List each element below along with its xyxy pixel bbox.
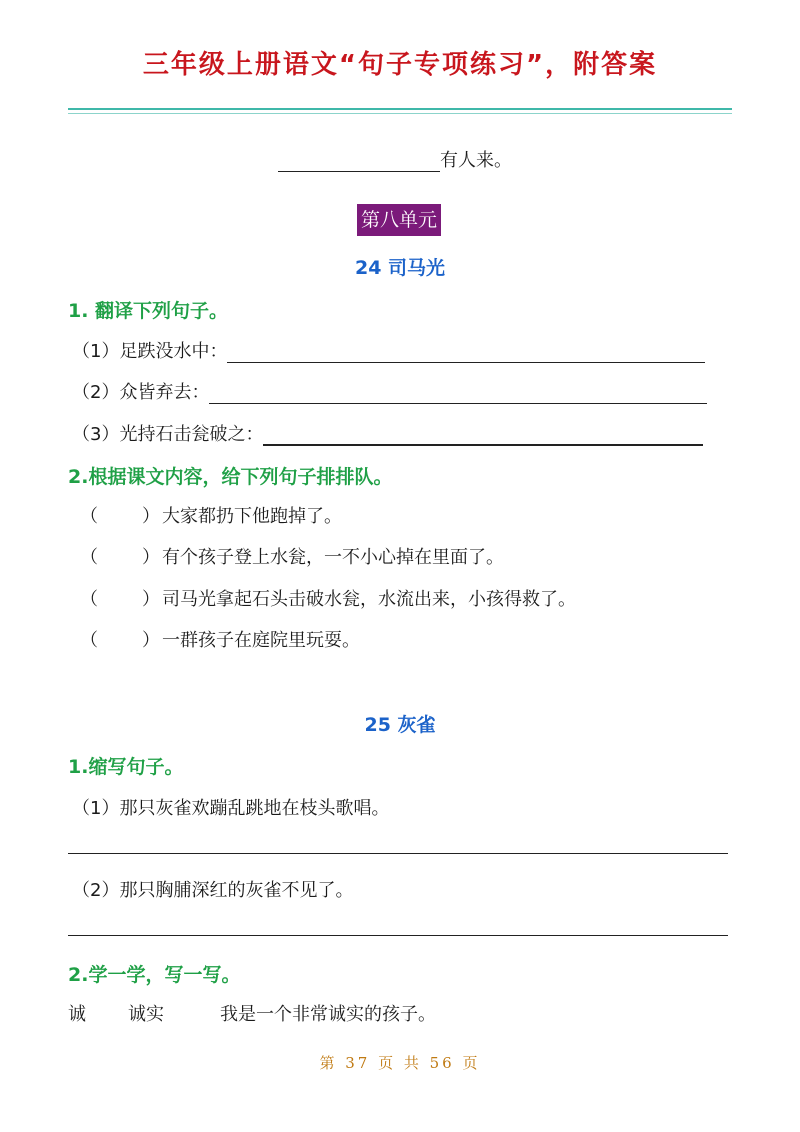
- lesson-24-title: 24 司马光: [354, 257, 446, 279]
- paren-close: ）: [142, 547, 160, 568]
- unit-badge: 第八单元: [357, 204, 441, 236]
- example-sentence: 我是一个非常诚实的孩子。: [220, 1004, 436, 1025]
- paren-close: ）: [142, 630, 160, 651]
- lesson-25-title: 25 灰雀: [364, 714, 436, 736]
- paren-close: ）: [142, 506, 160, 527]
- translate-item-label: （2）众皆弃去：: [72, 382, 210, 403]
- translate-item-2: [72, 378, 707, 404]
- lesson-25-q1-heading: 1.缩写句子。: [68, 756, 184, 778]
- answer-line[interactable]: [68, 853, 728, 854]
- translate-item-label: （1）足跌没水中：: [72, 341, 228, 362]
- header-rule-bottom: [68, 113, 732, 114]
- page-number: 第 37 页 共 56 页: [319, 1054, 481, 1072]
- order-item-text: 大家都扔下他跑掉了。: [162, 506, 342, 527]
- translate-item-3: [72, 420, 703, 446]
- paren-open: （: [80, 589, 98, 610]
- carryover-line: [278, 146, 512, 172]
- answer-line[interactable]: [227, 344, 705, 363]
- condense-item-1: （1）那只灰雀欢蹦乱跳地在枝头歌唱。: [72, 798, 390, 819]
- example-word: 诚实: [128, 1004, 164, 1025]
- order-item-2: [80, 543, 720, 569]
- paren-open: （: [80, 630, 98, 651]
- order-item-3: [80, 585, 720, 611]
- page-title: 三年级上册语文“句子专项练习”，附答案: [142, 50, 658, 80]
- answer-blank[interactable]: [278, 153, 440, 172]
- example-char: 诚: [68, 1004, 86, 1025]
- lesson-25-q2-heading: 2.学一学，写一写。: [68, 964, 241, 986]
- paren-open: （: [80, 506, 98, 527]
- order-item-text: 司马光拿起石头击破水瓮，水流出来，小孩得救了。: [162, 589, 576, 610]
- answer-line[interactable]: [68, 935, 728, 936]
- header-rule-top: [68, 108, 732, 110]
- order-item-4: [80, 626, 720, 652]
- order-item-1: [80, 502, 720, 528]
- lesson-24-q2-heading: 2.根据课文内容，给下列句子排排队。: [68, 466, 393, 488]
- lesson-24-q1-heading: 1. 翻译下列句子。: [68, 300, 229, 322]
- paren-open: （: [80, 547, 98, 568]
- condense-item-2: （2）那只胸脯深红的灰雀不见了。: [72, 880, 354, 901]
- answer-line[interactable]: [209, 385, 707, 404]
- order-item-text: 有个孩子登上水瓮，一不小心掉在里面了。: [162, 547, 504, 568]
- translate-item-1: [72, 337, 705, 363]
- answer-line[interactable]: [263, 426, 703, 446]
- translate-item-label: （3）光持石击瓮破之：: [72, 424, 264, 445]
- order-item-text: 一群孩子在庭院里玩耍。: [162, 630, 360, 651]
- carryover-text: 有人来。: [440, 150, 512, 171]
- paren-close: ）: [142, 589, 160, 610]
